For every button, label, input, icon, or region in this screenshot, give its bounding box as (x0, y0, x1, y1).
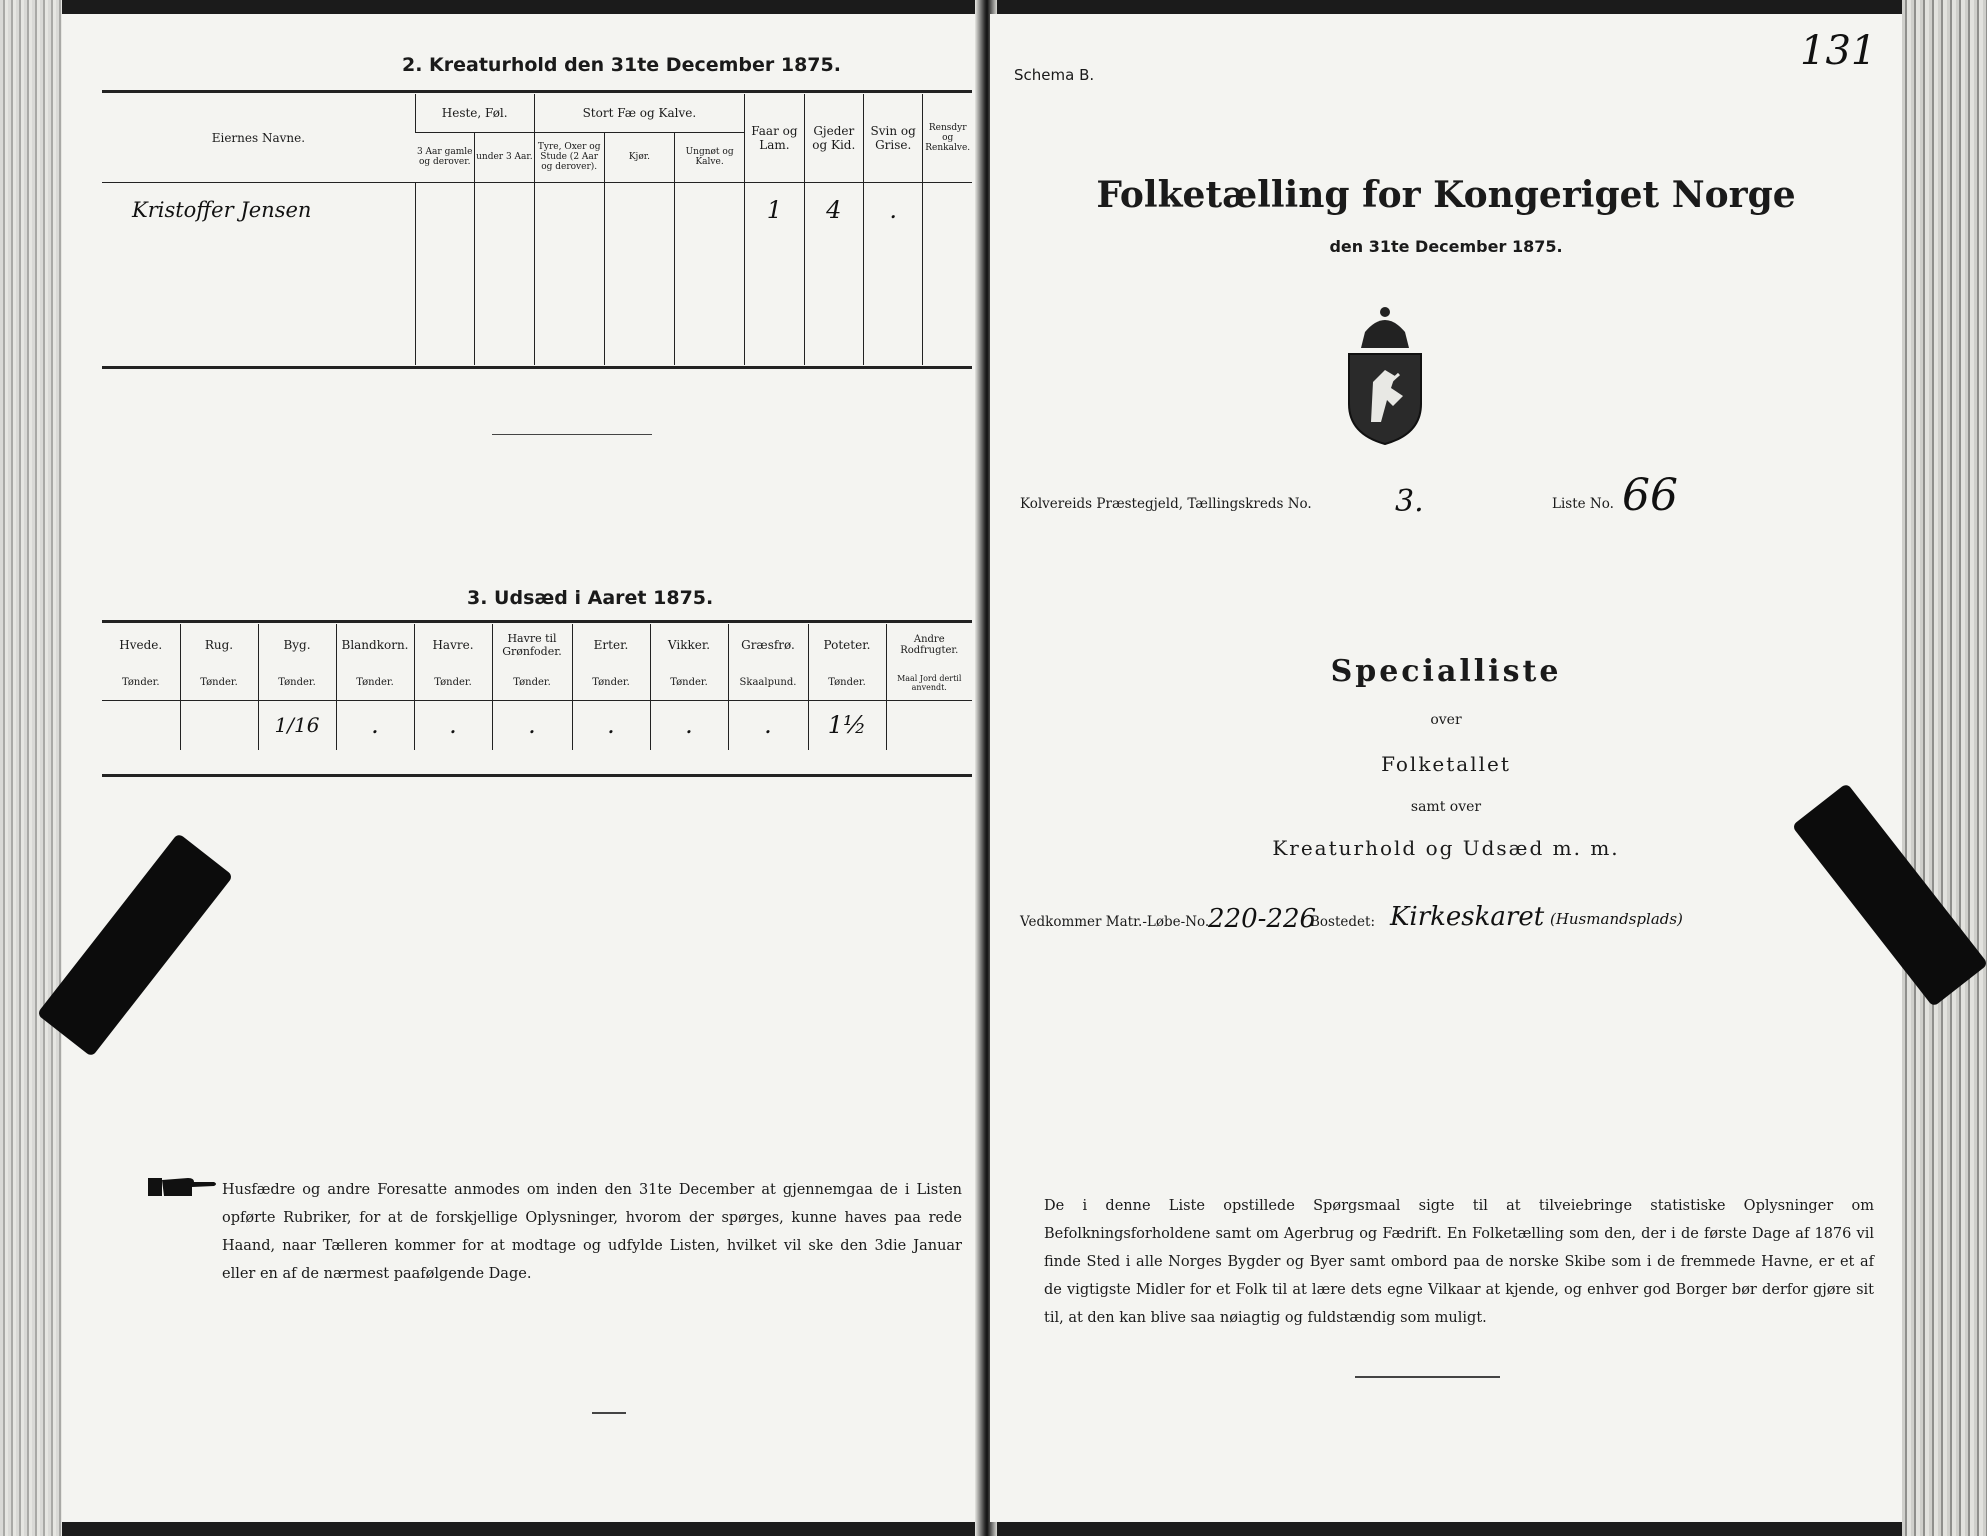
table-bottom-rule (102, 366, 972, 369)
seed-value-cell: . (572, 700, 650, 750)
seed-unit: Tønder. (336, 666, 414, 700)
right-page (990, 14, 1902, 1522)
seed-value-cell: . (414, 700, 492, 750)
seed-table (102, 624, 972, 750)
left-page (62, 14, 982, 1522)
seed-table-bottom-rule (102, 774, 972, 777)
seed-value-cell (886, 700, 972, 750)
table-row (102, 182, 972, 237)
samt-over-text: samt over (1410, 799, 1482, 815)
seed-col-header: Græsfrø. (728, 624, 808, 666)
seed-value-cell: . (336, 700, 414, 750)
bosted-value: Kirkeskaret (1390, 902, 1545, 932)
specialliste-heading: Specialliste (1330, 654, 1562, 689)
parish-label: Kolvereids Præstegjeld, (1020, 496, 1184, 512)
book-edge-right (1902, 0, 1987, 1536)
horse-col-young: under 3 Aar. (475, 132, 534, 182)
value-cell (674, 182, 744, 237)
schema-label: Schema B. (1014, 66, 1095, 84)
pointing-hand-icon (148, 1172, 218, 1206)
cattle-col-bulls: Tyre, Oxer og Stude (2 Aar og derover). (534, 132, 604, 182)
pig-header: Svin og Grise. (864, 94, 923, 182)
seed-unit: Tønder. (492, 666, 572, 700)
goat-header: Gjeder og Kid. (804, 94, 863, 182)
livestock-table (102, 94, 972, 365)
table-row (102, 700, 972, 750)
book-edge-left (0, 0, 62, 1536)
cattle-col-young: Ungnøt og Kalve. (674, 132, 744, 182)
seed-unit: Tønder. (808, 666, 886, 700)
matr-label: Vedkommer Matr.-Løbe-No. (1020, 914, 1210, 930)
divider-line (492, 434, 652, 435)
footer-rule (1355, 1376, 1500, 1378)
seed-col-header: Rug. (180, 624, 258, 666)
value-cell (475, 182, 534, 237)
goat-count-cell: 4 (804, 182, 863, 237)
page-number: 131 (1800, 28, 1877, 74)
page-title: Folketælling for Kongeriget Norge (1096, 174, 1796, 216)
over-text: over (1430, 712, 1462, 728)
sheep-header: Faar og Lam. (745, 94, 804, 182)
notice-text: Husfædre og andre Foresatte anmodes om inden den 31te December at gjennemgaa de i Listen opførte Rubriker, for at de forskjellige Oplysninger, hvorom der spørges, kunne haves paa rede Haand, naar Tælleren kommer for at modtage og udfylde Listen, hvilket vil ske den 3die Januar eller en af de nærmest paafølgende Dage. (222, 1182, 962, 1282)
seed-value-cell: . (650, 700, 728, 750)
seed-col-header: Vikker. (650, 624, 728, 666)
value-cell (534, 182, 604, 237)
seed-col-header: Havre til Grønfoder. (492, 624, 572, 666)
seed-value-cell (180, 700, 258, 750)
horse-col-old: 3 Aar gamle og derover. (415, 132, 474, 182)
cattle-col-cows: Kjør. (604, 132, 674, 182)
seed-value-cell: . (492, 700, 572, 750)
seed-unit: Tønder. (180, 666, 258, 700)
seed-value-cell: 1/16 (258, 700, 336, 750)
explanation-text: De i denne Liste opstillede Spørgsmaal sigte til at tilveiebringe statistiske Oplysninger om Befolkningsforholdene samt om Agerbrug og Fædrift. En Folketælling som den, der i de første Dage af 1876 vil finde Sted i alle Norges Bygder og Byer samt ombord paa de norske Skibe som i de fremmede Havne, er et af de vigtigste Midler for et Folk til at lære dets egne Vilkaar at kjende, og enhver god Borger bør derfor gjøre sit til, at den kan blive saa nøiagtig og fuldstændig som muligt. (1044, 1198, 1874, 1326)
seed-value-cell (102, 700, 180, 750)
folketallet-text: Folketallet (1381, 752, 1511, 776)
footer-mark (592, 1412, 626, 1414)
pig-count-cell: . (864, 182, 923, 237)
list-label: Liste No. (1552, 496, 1614, 512)
seed-col-header: Byg. (258, 624, 336, 666)
seed-title: 3. Udsæd i Aaret 1875. (467, 587, 714, 609)
seed-col-header: Erter. (572, 624, 650, 666)
seed-unit: Tønder. (650, 666, 728, 700)
seed-unit: Tønder. (121, 677, 160, 689)
seed-col-header: Andre Rodfrugter. (886, 624, 972, 666)
owner-name-cell: Kristoffer Jensen (132, 197, 312, 222)
seed-col-header: Hvede. (119, 638, 163, 652)
reindeer-header: Rensdyr og Renkalve. (923, 94, 972, 182)
seed-table-top-rule (102, 620, 972, 623)
date-line: den 31te December 1875. (1329, 237, 1563, 256)
bosted-label: Bostedet: (1310, 914, 1375, 930)
seed-col-header: Havre. (414, 624, 492, 666)
value-cell (415, 182, 474, 237)
list-number: 66 (1622, 470, 1678, 521)
coat-of-arms-icon (1335, 304, 1435, 450)
district-label: Tællingskreds No. (1187, 496, 1312, 512)
livestock-title: 2. Kreaturhold den 31te December 1875. (402, 54, 841, 76)
horse-group-header: Heste, Føl. (415, 94, 534, 132)
sheep-count-cell: 1 (745, 182, 804, 237)
owner-header: Eiernes Navne. (211, 130, 306, 145)
value-cell (604, 182, 674, 237)
matr-value: 220-226 (1208, 904, 1317, 934)
seed-unit: Skaalpund. (728, 666, 808, 700)
seed-value-cell: . (728, 700, 808, 750)
value-cell (923, 182, 972, 237)
table-top-rule (102, 90, 972, 93)
seed-unit: Tønder. (258, 666, 336, 700)
seed-value-cell: 1½ (808, 700, 886, 750)
seed-col-header: Blandkorn. (336, 624, 414, 666)
district-number: 3. (1395, 484, 1424, 519)
parish-line (1020, 496, 1312, 512)
cattle-group-header: Stort Fæ og Kalve. (534, 94, 745, 132)
bosted-note: (Husmandsplads) (1550, 910, 1683, 928)
seed-unit: Tønder. (572, 666, 650, 700)
seed-unit: Maal Jord dertil anvendt. (886, 666, 972, 700)
kreaturhold-line: Kreaturhold og Udsæd m. m. (1272, 836, 1620, 860)
seed-unit: Tønder. (414, 666, 492, 700)
seed-col-header: Poteter. (808, 624, 886, 666)
